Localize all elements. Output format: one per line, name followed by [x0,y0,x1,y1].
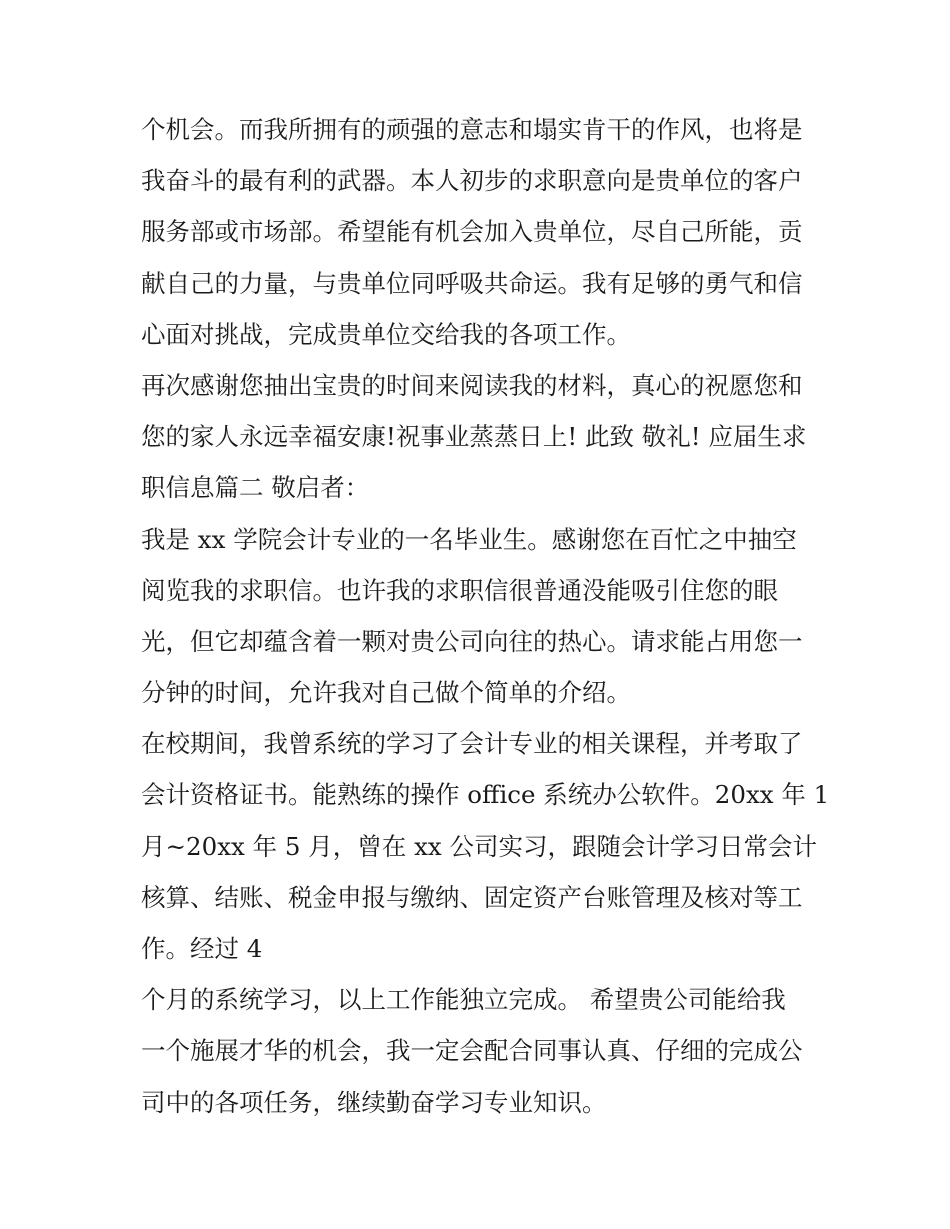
text-line: 在校期间，我曾系统的学习了会计专业的相关课程，并考取了 [141,729,803,759]
text-line: 心面对挑战，完成贵单位交给我的各项工作。 [141,319,631,349]
text-line: 作。经过 4 [141,934,263,963]
text-line: 服务部或市场部。希望能有机会加入贵单位，尽自己所能，贡 [141,217,803,247]
text-line: 一个施展才华的机会，我一定会配合同事认真、仔细的完成公 [141,1036,803,1066]
text-line: 个月的系统学习，以上工作能独立完成。 希望贵公司能给我 [141,985,786,1015]
text-line: 我是 xx 学院会计专业的一名毕业生。感谢您在百忙之中抽空 [141,524,797,554]
text-line: 光，但它却蕴含着一颗对贵公司向往的热心。请求能占用您一 [141,626,803,656]
text-line: 个机会。而我所拥有的顽强的意志和塌实肯干的作风，也将是 [141,115,803,144]
text-line: 会计资格证书。能熟练的操作 office 系统办公软件。20xx 年 1 [141,780,830,810]
text-line: 月~20xx 年 5 月，曾在 xx 公司实习，跟随会计学习日常会计 [141,831,817,861]
text-line: 阅览我的求职信。也许我的求职信很普通没能吸引住您的眼 [141,575,778,605]
text-line: 再次感谢您抽出宝贵的时间来阅读我的材料，真心的祝愿您和 [141,370,803,400]
text-line: 您的家人永远幸福安康!祝事业蒸蒸日上! 此致 敬礼! 应届生求 [141,422,807,452]
text-line: 核算、结账、税金申报与缴纳、固定资产台账管理及核对等工 [141,882,803,912]
text-line: 分钟的时间，允许我对自己做个简单的介绍。 [141,678,631,708]
text-line: 职信息篇二 敬启者： [141,473,370,503]
body-text [141,104,830,1128]
text-line: 献自己的力量，与贵单位同呼吸共命运。我有足够的勇气和信 [141,268,803,298]
text-line: 司中的各项任务，继续勤奋学习专业知识。 [141,1087,607,1117]
text-line: 我奋斗的最有利的武器。本人初步的求职意向是贵单位的客户 [141,166,803,196]
